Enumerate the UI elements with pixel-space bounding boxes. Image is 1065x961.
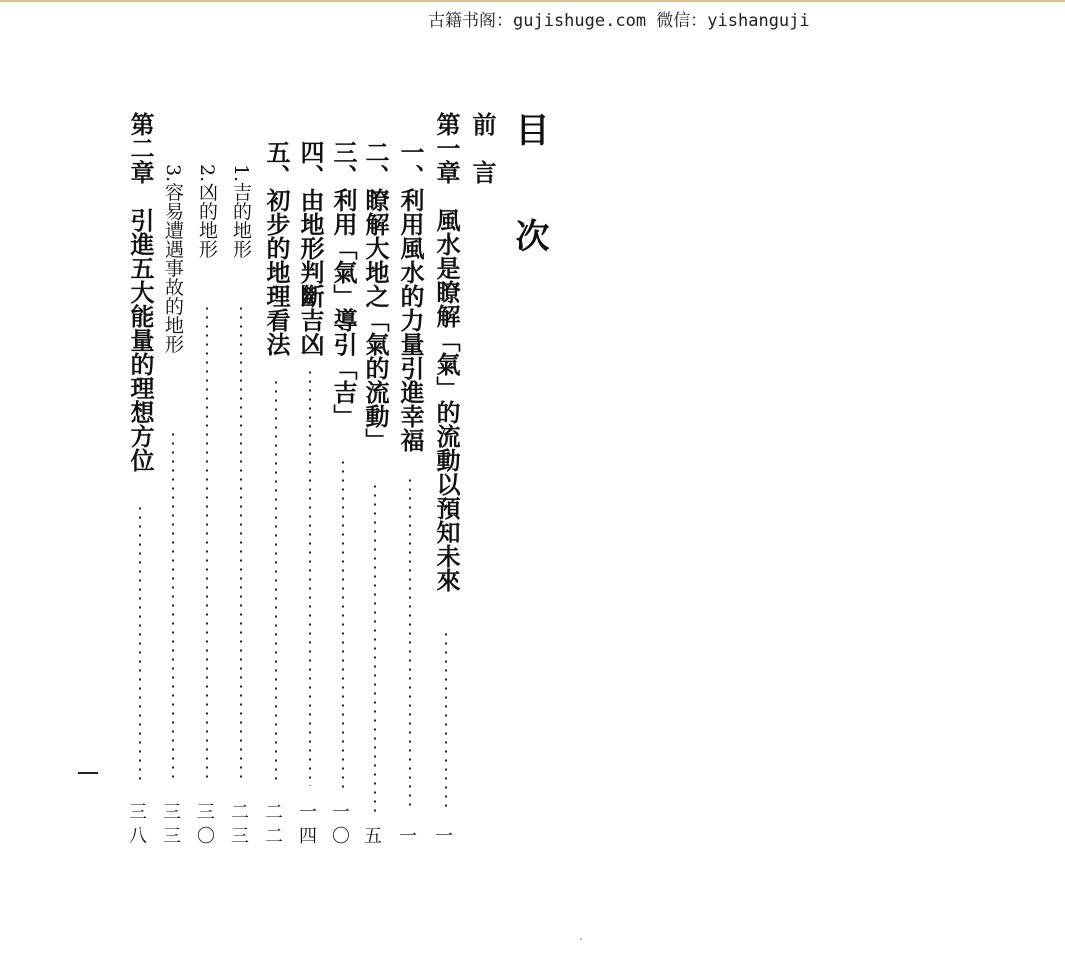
page-number: 二三 [228,802,249,850]
scan-speck [580,938,582,940]
leader-dots [309,368,311,786]
page-number: 一 [432,826,453,850]
page-number: 一 [396,826,417,850]
toc-entry-subsection-1[interactable]: 1.吉的地形 [230,164,252,259]
page-number: 三八 [126,802,147,850]
page-number: 二二 [262,802,283,850]
leader-dots [139,504,141,784]
leader-dots [172,430,174,784]
toc-entry-section-4[interactable]: 四、由地形判斷吉凶 [296,140,324,356]
toc-entry-section-2[interactable]: 二、瞭解大地之「氣的流動」 [361,140,389,452]
leader-dots [342,458,344,794]
toc-entry-chapter-1[interactable]: 第一章 風水是瞭解「氣」的流動以預知未來 [432,112,460,592]
toc-title-char-1: 目 [509,112,549,146]
page-number: 三〇 [194,802,215,850]
leader-dots [374,482,376,812]
page-number: 五 [361,826,382,850]
toc-entry-subsection-3[interactable]: 3.容易遭遇事故的地形 [162,164,184,354]
toc-entry-subsection-2[interactable]: 2.凶的地形 [196,164,218,259]
leader-dots [240,304,242,784]
toc-entry-section-5[interactable]: 五、初步的地理看法 [262,140,290,356]
toc-entry-preface[interactable]: 前 言 [468,112,496,184]
leader-dots [445,630,447,812]
page-number: 三三 [160,802,181,850]
top-border [0,0,1065,2]
page-number: 一〇 [329,802,350,850]
leader-dots [206,304,208,784]
watermark-text: 古籍书阁：gujishuge.com 微信：yishanguji [428,11,810,31]
toc-entry-chapter-2[interactable]: 第二章 引進五大能量的理想方位 [126,112,154,472]
folio-mark [78,772,98,774]
toc-title-char-2: 次 [509,218,549,252]
page-number: 一四 [296,802,317,850]
toc-entry-section-1[interactable]: 一、利用風水的力量引進幸福 [396,140,424,452]
leader-dots [409,476,411,812]
toc-entry-section-3[interactable]: 三、利用「氣」導引「吉」 [329,140,357,428]
leader-dots [275,378,277,786]
